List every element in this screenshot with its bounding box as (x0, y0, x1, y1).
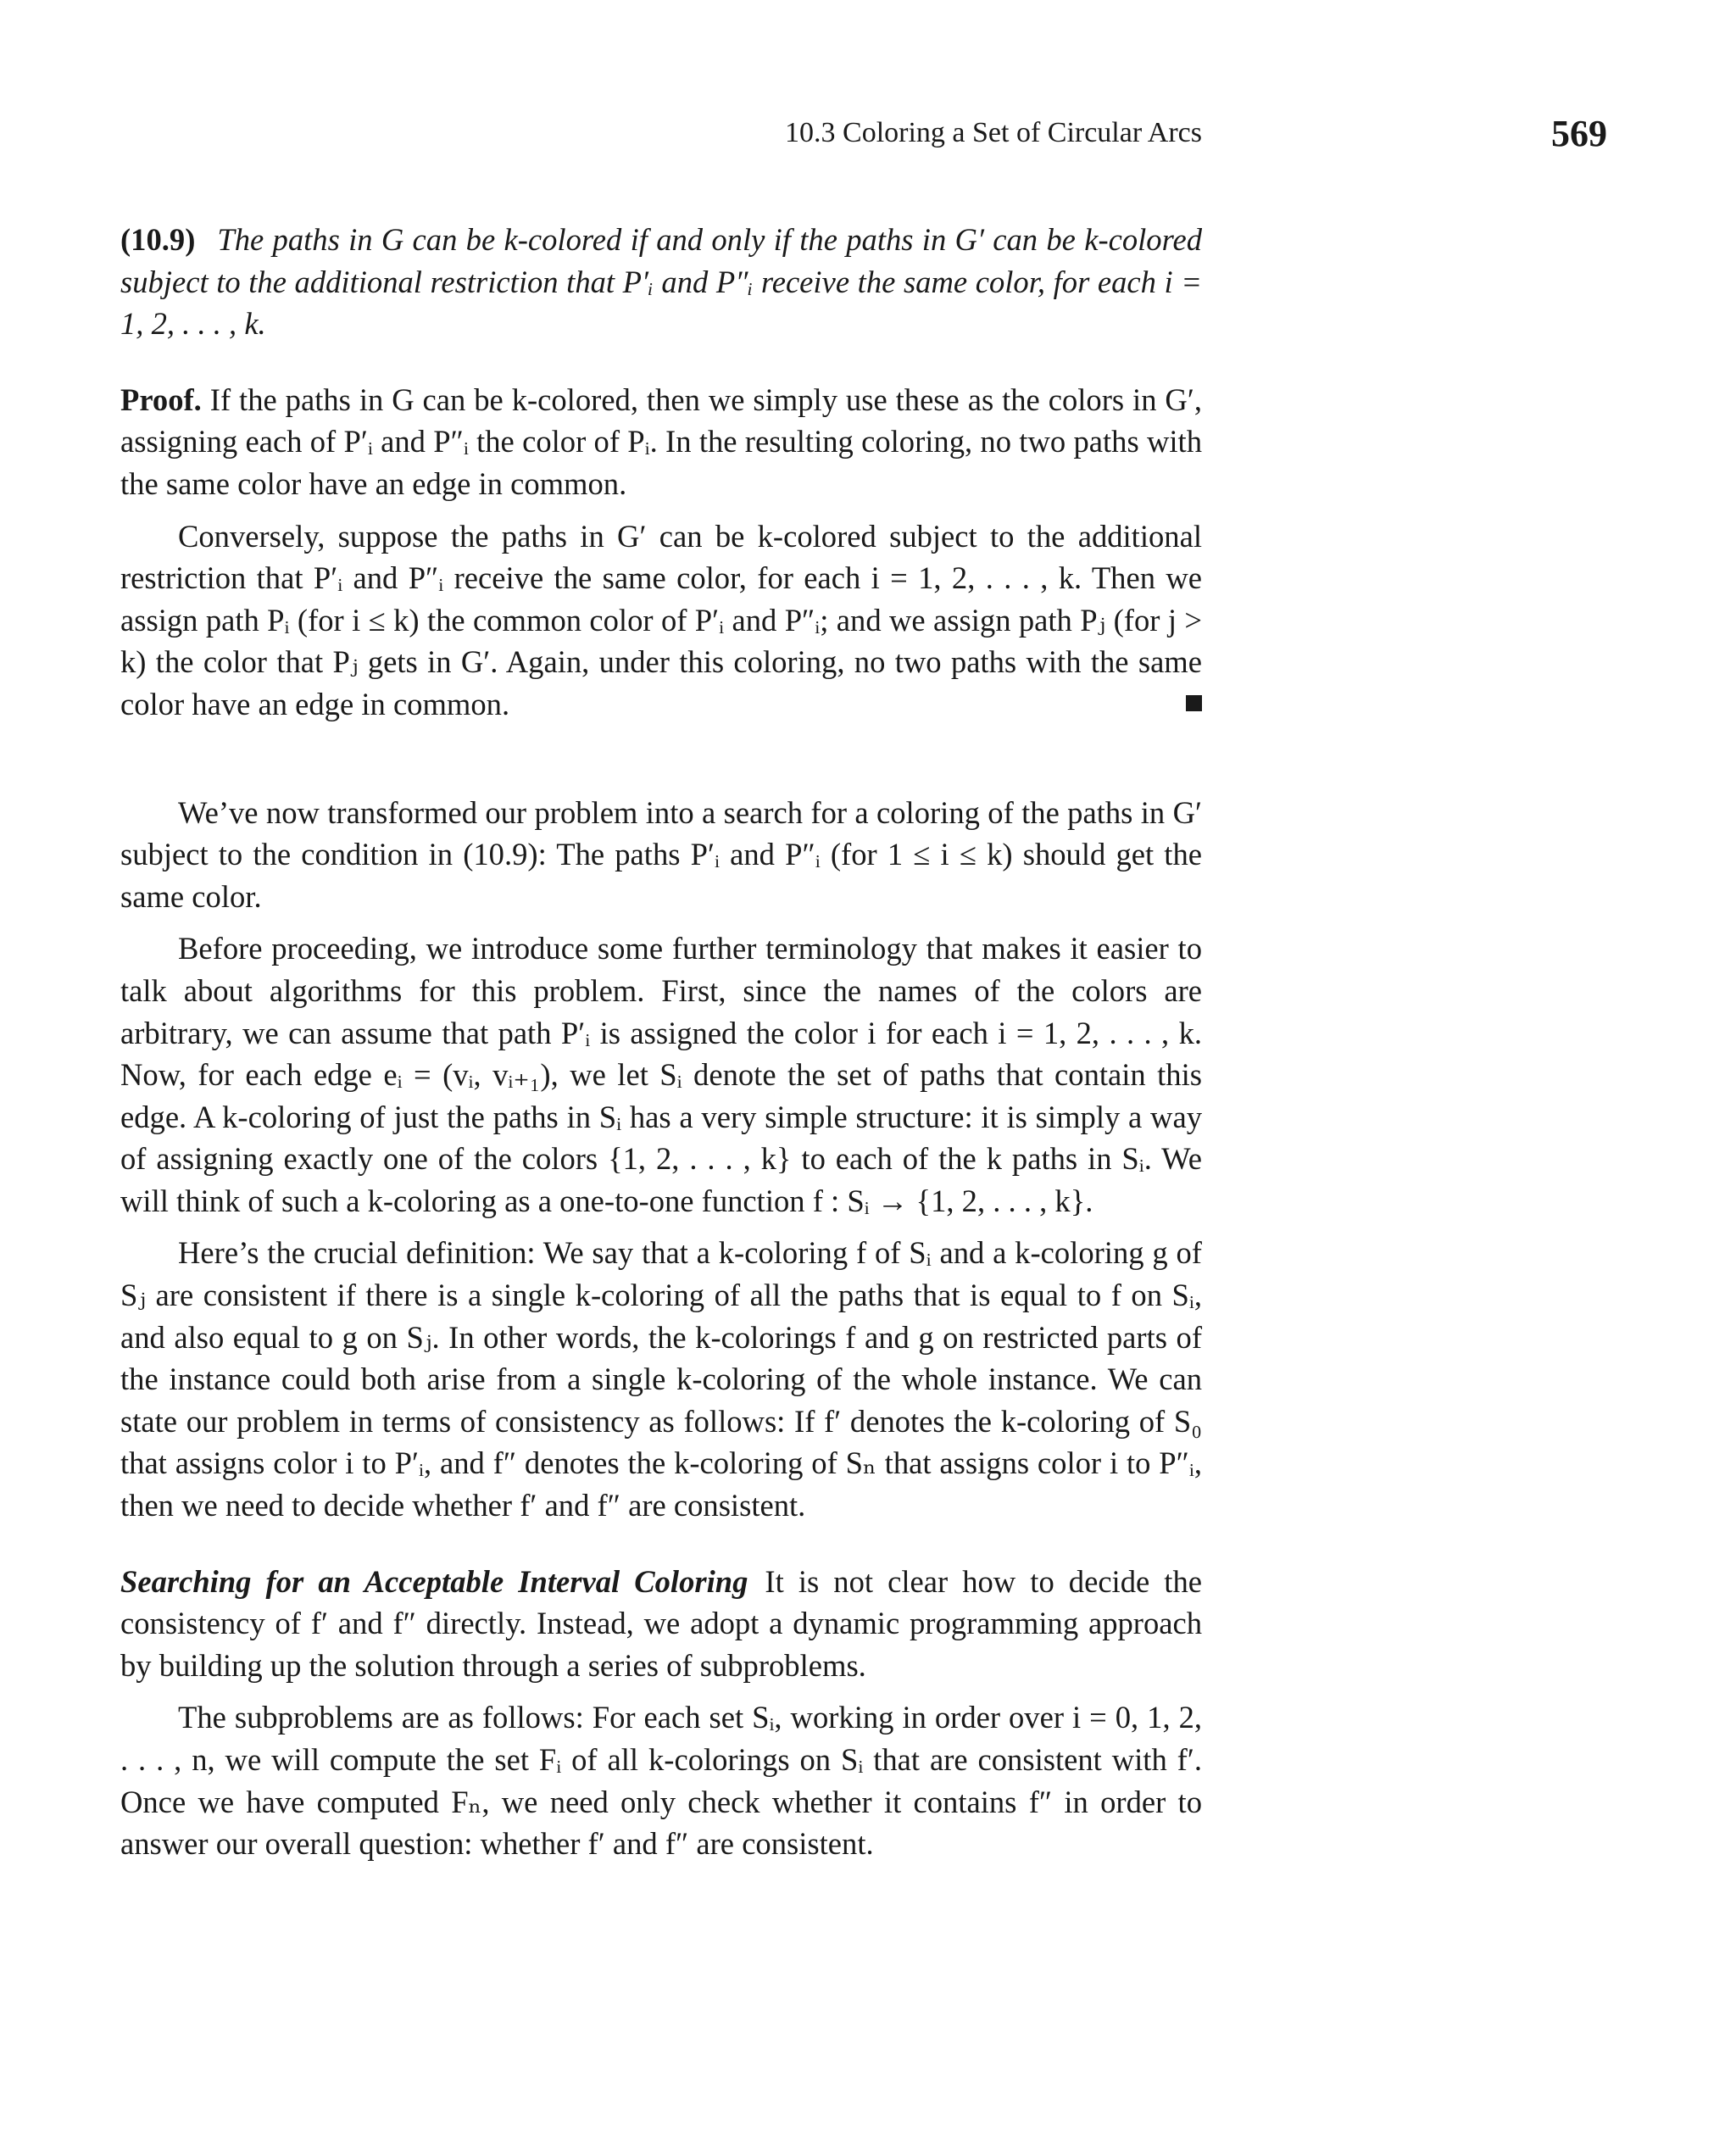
proof-paragraph-2 (120, 515, 1202, 726)
body-paragraph-1: We’ve now transformed our problem into a search for a coloring of the paths in G′ subject to the condition in (10.9): The paths P′ᵢ and P″ᵢ (for 1 ≤ i ≤ k) should get the same color. (120, 794, 1202, 914)
section-paragraph-1 (120, 1561, 1202, 1687)
theorem-10-9 (120, 219, 1202, 345)
proof-label: Proof. (120, 381, 202, 417)
body-paragraph-2: Before proceeding, we introduce some further terminology that makes it easier to talk about algorithms for this problem. First, since the names of the colors are arbitrary, we can assume that path P′ᵢ is assigned the color i for each i = 1, 2, . . . , k. Now, for each edge eᵢ = (vᵢ, vᵢ₊₁), we let Sᵢ denote the set of paths that contain this edge. A k-coloring of just the paths in Sᵢ has a very simple structure: it is simply a way of assigning exactly one of the colors {1, 2, . . . , k} to each of the k paths in Sᵢ. We will think of such a k-coloring as a one-to-one function f : Sᵢ → {1, 2, . . . , k}. (120, 931, 1202, 1218)
page-content (120, 219, 1202, 1865)
section-text-1: It is not clear how to decide the consistency of f′ and f″ directly. Instead, we adopt a dynamic programming approach by building up the solution through a series of subproblems. (120, 1563, 1202, 1683)
theorem-text: The paths in G can be k-colored if and only if the paths in G′ can be k-colored subject to the additional restriction that P′ᵢ and P″ᵢ receive the same color, for each i = 1, 2, . . . , k. (120, 222, 1202, 342)
qed-square-icon (1186, 695, 1202, 711)
proof-paragraph-1 (120, 379, 1202, 505)
proof-text-1: If the paths in G can be k-colored, then we simply use these as the colors in G′, assigning each of P′ᵢ and P″ᵢ the color of Pᵢ. In the resulting coloring, no two paths with the same color have an edge in common. (120, 381, 1202, 501)
running-head: 10.3 Coloring a Set of Circular Arcs (785, 117, 1202, 148)
section-heading: Searching for an Acceptable Interval Coloring (120, 1563, 748, 1599)
proof-text-2: Conversely, suppose the paths in G′ can be k-colored subject to the additional restriction that P′ᵢ and P″ᵢ receive the same color, for each i = 1, 2, . . . , k. Then we assign path Pᵢ (for i ≤ k) the common color of P′ᵢ and P″ᵢ; and we assign path Pⱼ (for j > k) the color that Pⱼ gets in G′. Again, under this coloring, no two paths with the same color have an edge in common. (120, 518, 1202, 721)
body-paragraph-3: Here’s the crucial definition: We say that a k-coloring f of Sᵢ and a k-coloring g of Sⱼ are consistent if there is a single k-coloring of all the paths that is equal to f on Sᵢ, and also equal to g on Sⱼ. In other words, the k-colorings f and g on restricted parts of the instance could both arise from a single k-coloring of the whole instance. We can state our problem in terms of consistency as follows: If f′ denotes the k-coloring of S₀ that assigns color i to P′ᵢ, and f″ denotes the k-coloring of Sₙ that assigns color i to P″ᵢ, then we need to decide whether f′ and f″ are consistent. (120, 1235, 1202, 1523)
section-paragraph-2: The subproblems are as follows: For each set Sᵢ, working in order over i = 0, 1, 2, . . . , n, we will compute the set Fᵢ of all k-colorings on Sᵢ that are consistent with f′. Once we have computed Fₙ, we need only check whether it contains f″ in order to answer our overall question: whether f′ and f″ are consistent. (120, 1700, 1202, 1862)
theorem-label: (10.9) (120, 222, 196, 257)
page-header (0, 112, 1736, 163)
page-number: 569 (1551, 113, 1607, 154)
